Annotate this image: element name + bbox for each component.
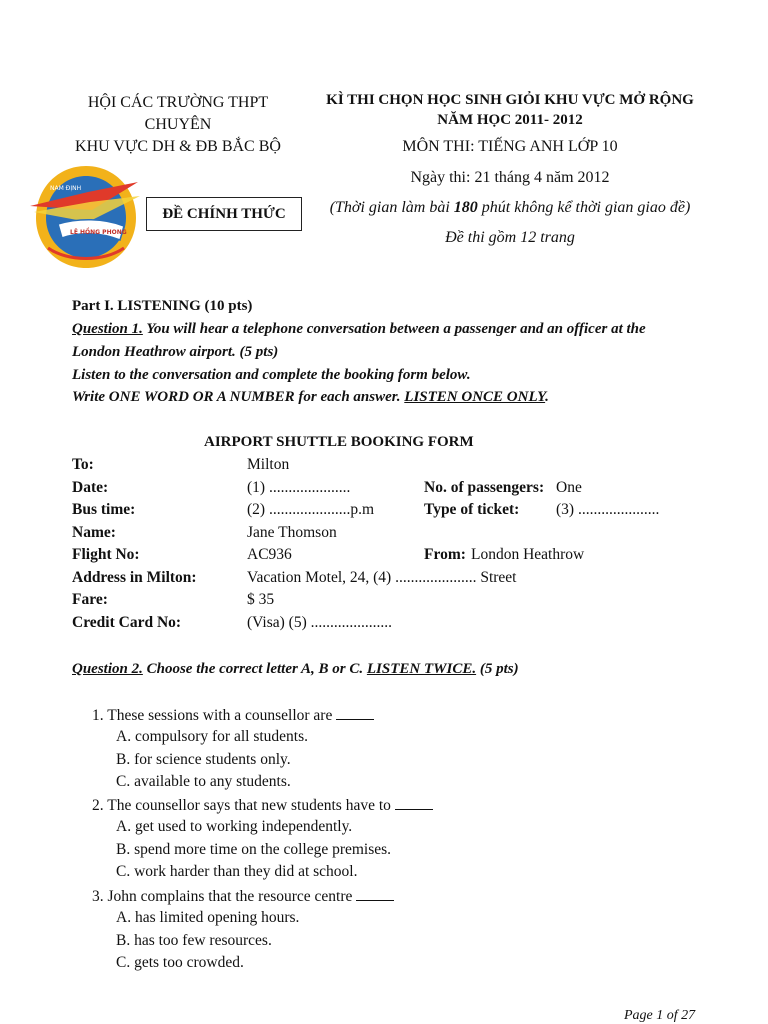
school-logo (28, 162, 146, 274)
question-1-label: Question 1. (72, 321, 143, 337)
form-field-label: Name: (72, 524, 116, 541)
form-field-label: From: (424, 546, 466, 563)
exam-date: Ngày thi: 21 tháng 4 năm 2012 (410, 169, 610, 186)
question-stem (92, 705, 374, 725)
org-line-3: KHU VỰC DH & ĐB BẮC BỘ (75, 138, 281, 155)
form-row (72, 479, 712, 501)
form-field-value: London Heathrow (471, 546, 585, 563)
answer-blank (356, 886, 394, 901)
form-field-value: Milton (247, 456, 290, 473)
form-field-value: (1) ..................... (247, 479, 351, 496)
form-field-value: AC936 (247, 546, 292, 563)
question-1-intro (72, 321, 646, 338)
form-row (72, 614, 712, 636)
instruction-2-end: . (545, 389, 549, 405)
question-1-text-b: London Heathrow airport. (5 pts) (72, 344, 279, 360)
form-field-value: Vacation Motel, 24, (4) ..................... Street (247, 569, 517, 586)
form-row (72, 591, 712, 613)
answer-option: C. work harder than they did at school. (116, 863, 358, 880)
question-stem (92, 795, 433, 815)
form-field-label: Type of ticket: (424, 501, 520, 518)
answer-option: C. available to any students. (116, 773, 291, 790)
form-field-value: (Visa) (5) ..................... (247, 614, 393, 631)
question-stem-text: 1. These sessions with a counsellor are (92, 707, 333, 724)
answer-option: B. spend more time on the college premises. (116, 840, 392, 858)
exam-title-line-1: KÌ THI CHỌN HỌC SINH GIỎI KHU VỰC MỞ RỘNG (326, 92, 694, 108)
booking-form-title: AIRPORT SHUTTLE BOOKING FORM (204, 434, 474, 450)
page-number: Page 1 of 27 (624, 1008, 696, 1023)
form-field-label: Bus time: (72, 501, 136, 518)
part-1-title: Part I. LISTENING (10 pts) (72, 298, 253, 314)
answer-option: B. has too few resources. (116, 931, 272, 949)
answer-option: A. has limited opening hours. (116, 909, 300, 926)
form-field-label: Fare: (72, 591, 108, 608)
form-row (72, 501, 712, 523)
question-1-instruction-2 (72, 389, 549, 406)
form-field-label: No. of passengers: (424, 479, 545, 496)
form-field-label: To: (72, 456, 94, 473)
org-line-1: HỘI CÁC TRƯỜNG THPT (87, 94, 269, 111)
question-2-text: Choose the correct letter A, B or C. (142, 661, 367, 677)
form-row (72, 524, 712, 546)
org-line-2: CHUYÊN (144, 116, 212, 133)
form-row (72, 546, 712, 568)
question-stem-text: 3. John complains that the resource centre (92, 888, 353, 905)
question-1-text-a: You will hear a telephone conversation between a passenger and an officer at the (142, 321, 646, 337)
duration-prefix: (Thời gian làm bài (329, 199, 454, 216)
exam-duration (308, 199, 712, 217)
answer-option: B. for science students only. (116, 750, 291, 768)
question-stem (92, 886, 394, 906)
exam-subject: MÔN THI: TIẾNG ANH LỚP 10 (402, 138, 618, 155)
question-2-pts: (5 pts) (476, 661, 519, 677)
question-stem-text: 2. The counsellor says that new students have to (92, 797, 391, 814)
form-field-value: $ 35 (247, 591, 275, 608)
listen-twice: LISTEN TWICE. (366, 661, 477, 677)
logo-top-text: NAM ĐỊNH (50, 185, 82, 192)
form-row (72, 569, 712, 591)
official-label: ĐỀ CHÍNH THỨC (162, 205, 286, 222)
form-field-label: Credit Card No: (72, 614, 182, 631)
form-field-value: (2) .....................p.m (247, 501, 375, 518)
form-field-label: Flight No: (72, 546, 140, 563)
duration-minutes: 180 (453, 199, 478, 216)
instruction-2-text: Write ONE WORD OR A NUMBER for each answer. (72, 389, 405, 405)
form-field-label: Date: (72, 479, 109, 496)
answer-blank (395, 795, 433, 810)
answer-option: A. compulsory for all students. (116, 728, 309, 745)
organization-name (60, 92, 296, 158)
form-field-value: One (556, 479, 582, 496)
page-count-note: Đề thi gồm 12 trang (445, 229, 575, 246)
answer-blank (336, 705, 374, 720)
answer-option: A. get used to working independently. (116, 818, 353, 835)
answer-option: C. gets too crowded. (116, 954, 244, 971)
form-field-value: Jane Thomson (247, 524, 337, 541)
question-1-instruction-1: Listen to the conversation and complete the booking form below. (72, 367, 471, 383)
listen-once-only: LISTEN ONCE ONLY (404, 389, 546, 405)
form-field-value: (3) ..................... (556, 501, 660, 518)
official-exam-box (146, 197, 302, 231)
question-2-label: Question 2. (72, 661, 143, 677)
exam-title-line-2: NĂM HỌC 2011- 2012 (437, 112, 583, 128)
question-2-header (72, 661, 519, 678)
logo-ribbon-text: LÊ HỒNG PHONG (70, 229, 127, 236)
form-field-label: Address in Milton: (72, 569, 197, 586)
form-row (72, 456, 712, 478)
duration-suffix: phút không kể thời gian giao đề) (477, 199, 691, 216)
